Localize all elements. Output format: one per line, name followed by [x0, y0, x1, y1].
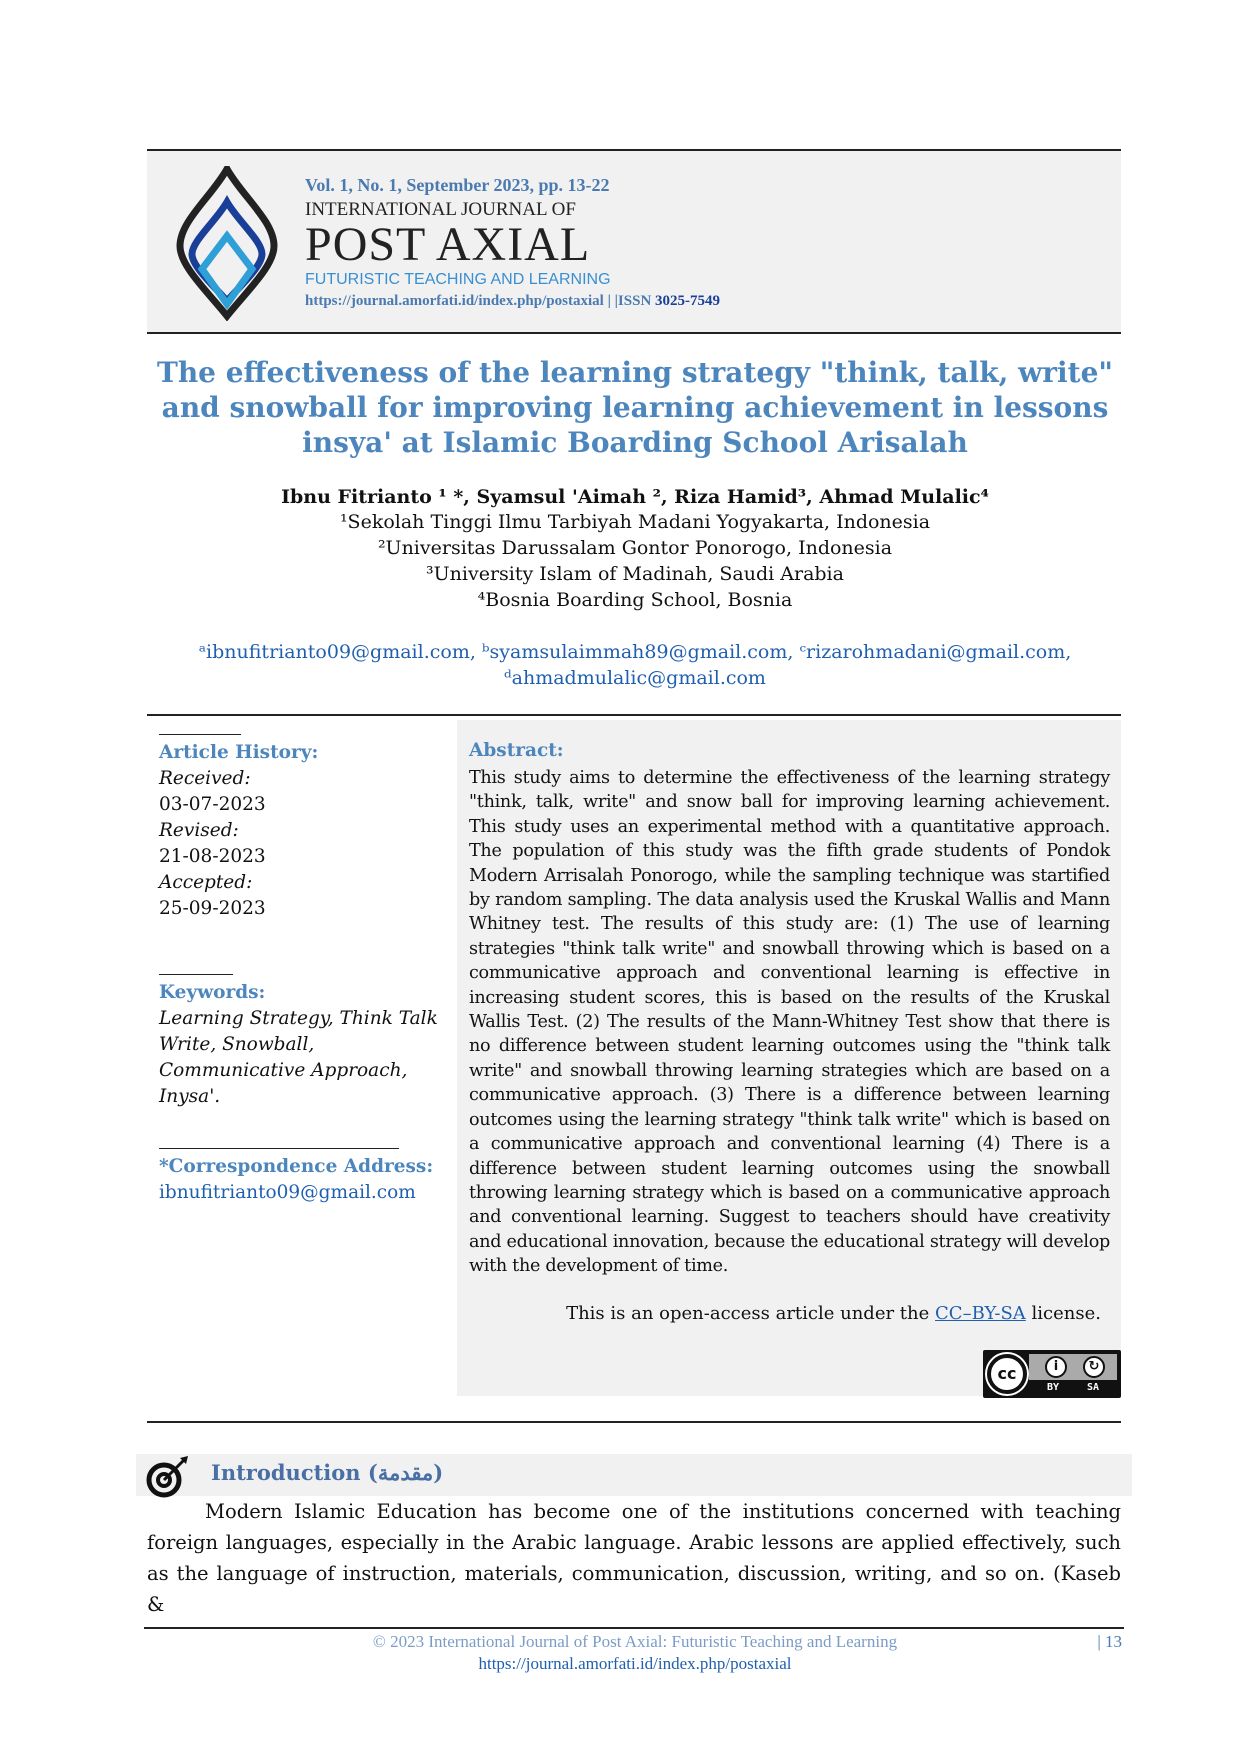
affiliation: ³University Islam of Madinah, Saudi Arabia	[426, 563, 844, 585]
paper-title: The effectiveness of the learning strategy "think, talk, write" and snowball for improving learning achievement in lessons insya' at Islamic Boarding School Arisalah	[156, 356, 1113, 459]
sa-label: SA	[1087, 1382, 1100, 1393]
target-icon	[146, 1456, 190, 1498]
author-emails[interactable]: ᵃibnufitrianto09@gmail.com, ᵇsyamsulaimmah89@gmail.com, ᶜrizarohmadani@gmail.com,	[198, 641, 1072, 663]
by-label: BY	[1047, 1382, 1060, 1393]
license-note	[566, 1303, 1101, 1324]
authors: Ibnu Fitrianto ¹ *, Syamsul 'Aimah ², Riza Hamid³, Ahmad Mulalic⁴	[281, 486, 989, 508]
intro-paragraph: Modern Islamic Education has become one of the institutions concerned with teaching foreign languages, especially in the Arabic language. Arabic lessons are applied effectively, such as the language of instruction, materials, communication, discussion, writing, and so on. (Kaseb &	[147, 1500, 1121, 1616]
keywords: Learning Strategy, Think Talk Write, Snowball, Communicative Approach, Inysa'.	[159, 1008, 438, 1107]
journal-url[interactable]: https://journal.amorfati.id/index.php/postaxial	[305, 293, 604, 309]
license-pre: This is an open-access article under the	[566, 1303, 930, 1324]
sa-icon: ↻	[1083, 1356, 1105, 1378]
journal-header	[147, 149, 1121, 334]
history-heading: Article History:	[159, 742, 319, 763]
divider	[144, 1627, 1124, 1629]
license-link[interactable]: CC–BY-SA	[935, 1303, 1026, 1324]
abstract-box	[457, 720, 1121, 1396]
journal-name: POST AXIAL	[305, 218, 591, 271]
license-post: license.	[1031, 1303, 1101, 1324]
by-icon: i	[1045, 1356, 1067, 1378]
author-emails[interactable]: ᵈahmadmulalic@gmail.com	[504, 667, 766, 689]
issn: 3025-7549	[655, 293, 721, 309]
issn-label: | |ISSN	[607, 293, 652, 309]
abstract-text: This study aims to determine the effectiveness of the learning strategy "think, talk, write" and snow ball for improving learning achievement. This study uses an experimental method with a quantitative approach. The population of this study was the fifth grade students of Pondok Modern Arrisalah Ponorogo, while the sampling technique was startified by random sampling. The data analysis used the Kruskal Wallis and Mann Whitney test. The results of this study are: (1) The use of learning strategies "think talk write" and snowball throwing which is based on a communicative approach and conventional learning is effective in increasing student scores, this is based on the results of the Kruskal Wallis Test. (2) The results of the Mann-Whitney Test show that there is no difference between student learning outcomes using the "think talk write" and snowball throwing learning strategies which are based on a communicative approach. (3) There is a difference between learning outcomes using the learning strategy "think talk write" which is based on a communicative approach and conventional learning (4) There is a difference between student learning outcomes using the snowball throwing learning strategy which is based on a communicative approach and conventional learning. Suggest to teachers should have creativity and educational innovation, because the educational strategy will develop with the development of time.	[469, 768, 1110, 1277]
divider	[147, 714, 1121, 716]
affiliation: ²Universitas Darussalam Gontor Ponorogo, Indonesia	[377, 537, 893, 559]
abstract-heading: Abstract:	[469, 740, 564, 761]
received-label: Received:	[159, 768, 251, 789]
journal-line1: INTERNATIONAL JOURNAL OF	[305, 199, 576, 220]
cc-icon: cc	[987, 1354, 1027, 1394]
page-number: | 13	[1097, 1632, 1122, 1651]
keywords-heading: Keywords:	[159, 982, 266, 1003]
accepted-label: Accepted:	[159, 872, 253, 893]
affiliation: ¹Sekolah Tinggi Ilmu Tarbiyah Madani Yogyakarta, Indonesia	[339, 511, 931, 533]
correspondence-heading: *Correspondence Address:	[159, 1156, 434, 1177]
volume-info: Vol. 1, No. 1, September 2023, pp. 13-22	[305, 175, 610, 195]
intro-heading: Introduction (مقدمة)	[211, 1460, 444, 1485]
received-date: 03-07-2023	[159, 794, 266, 815]
journal-subtitle: FUTURISTIC TEACHING AND LEARNING	[305, 271, 611, 288]
divider	[147, 1421, 1121, 1423]
footer-url[interactable]: https://journal.amorfati.id/index.php/postaxial	[478, 1654, 792, 1673]
affiliation: ⁴Bosnia Boarding School, Bosnia	[477, 589, 793, 611]
section-header-introduction	[136, 1454, 1132, 1496]
revised-date: 21-08-2023	[159, 846, 266, 867]
journal-url-line	[305, 293, 720, 310]
footer-copyright: © 2023 International Journal of Post Axial: Futuristic Teaching and Learning	[372, 1632, 898, 1651]
accepted-date: 25-09-2023	[159, 898, 266, 919]
correspondence-email[interactable]: ibnufitrianto09@gmail.com	[159, 1182, 416, 1203]
revised-label: Revised:	[159, 820, 239, 841]
cc-by-sa-badge[interactable]	[983, 1350, 1121, 1398]
article-meta	[159, 740, 459, 1206]
journal-logo	[172, 166, 282, 321]
